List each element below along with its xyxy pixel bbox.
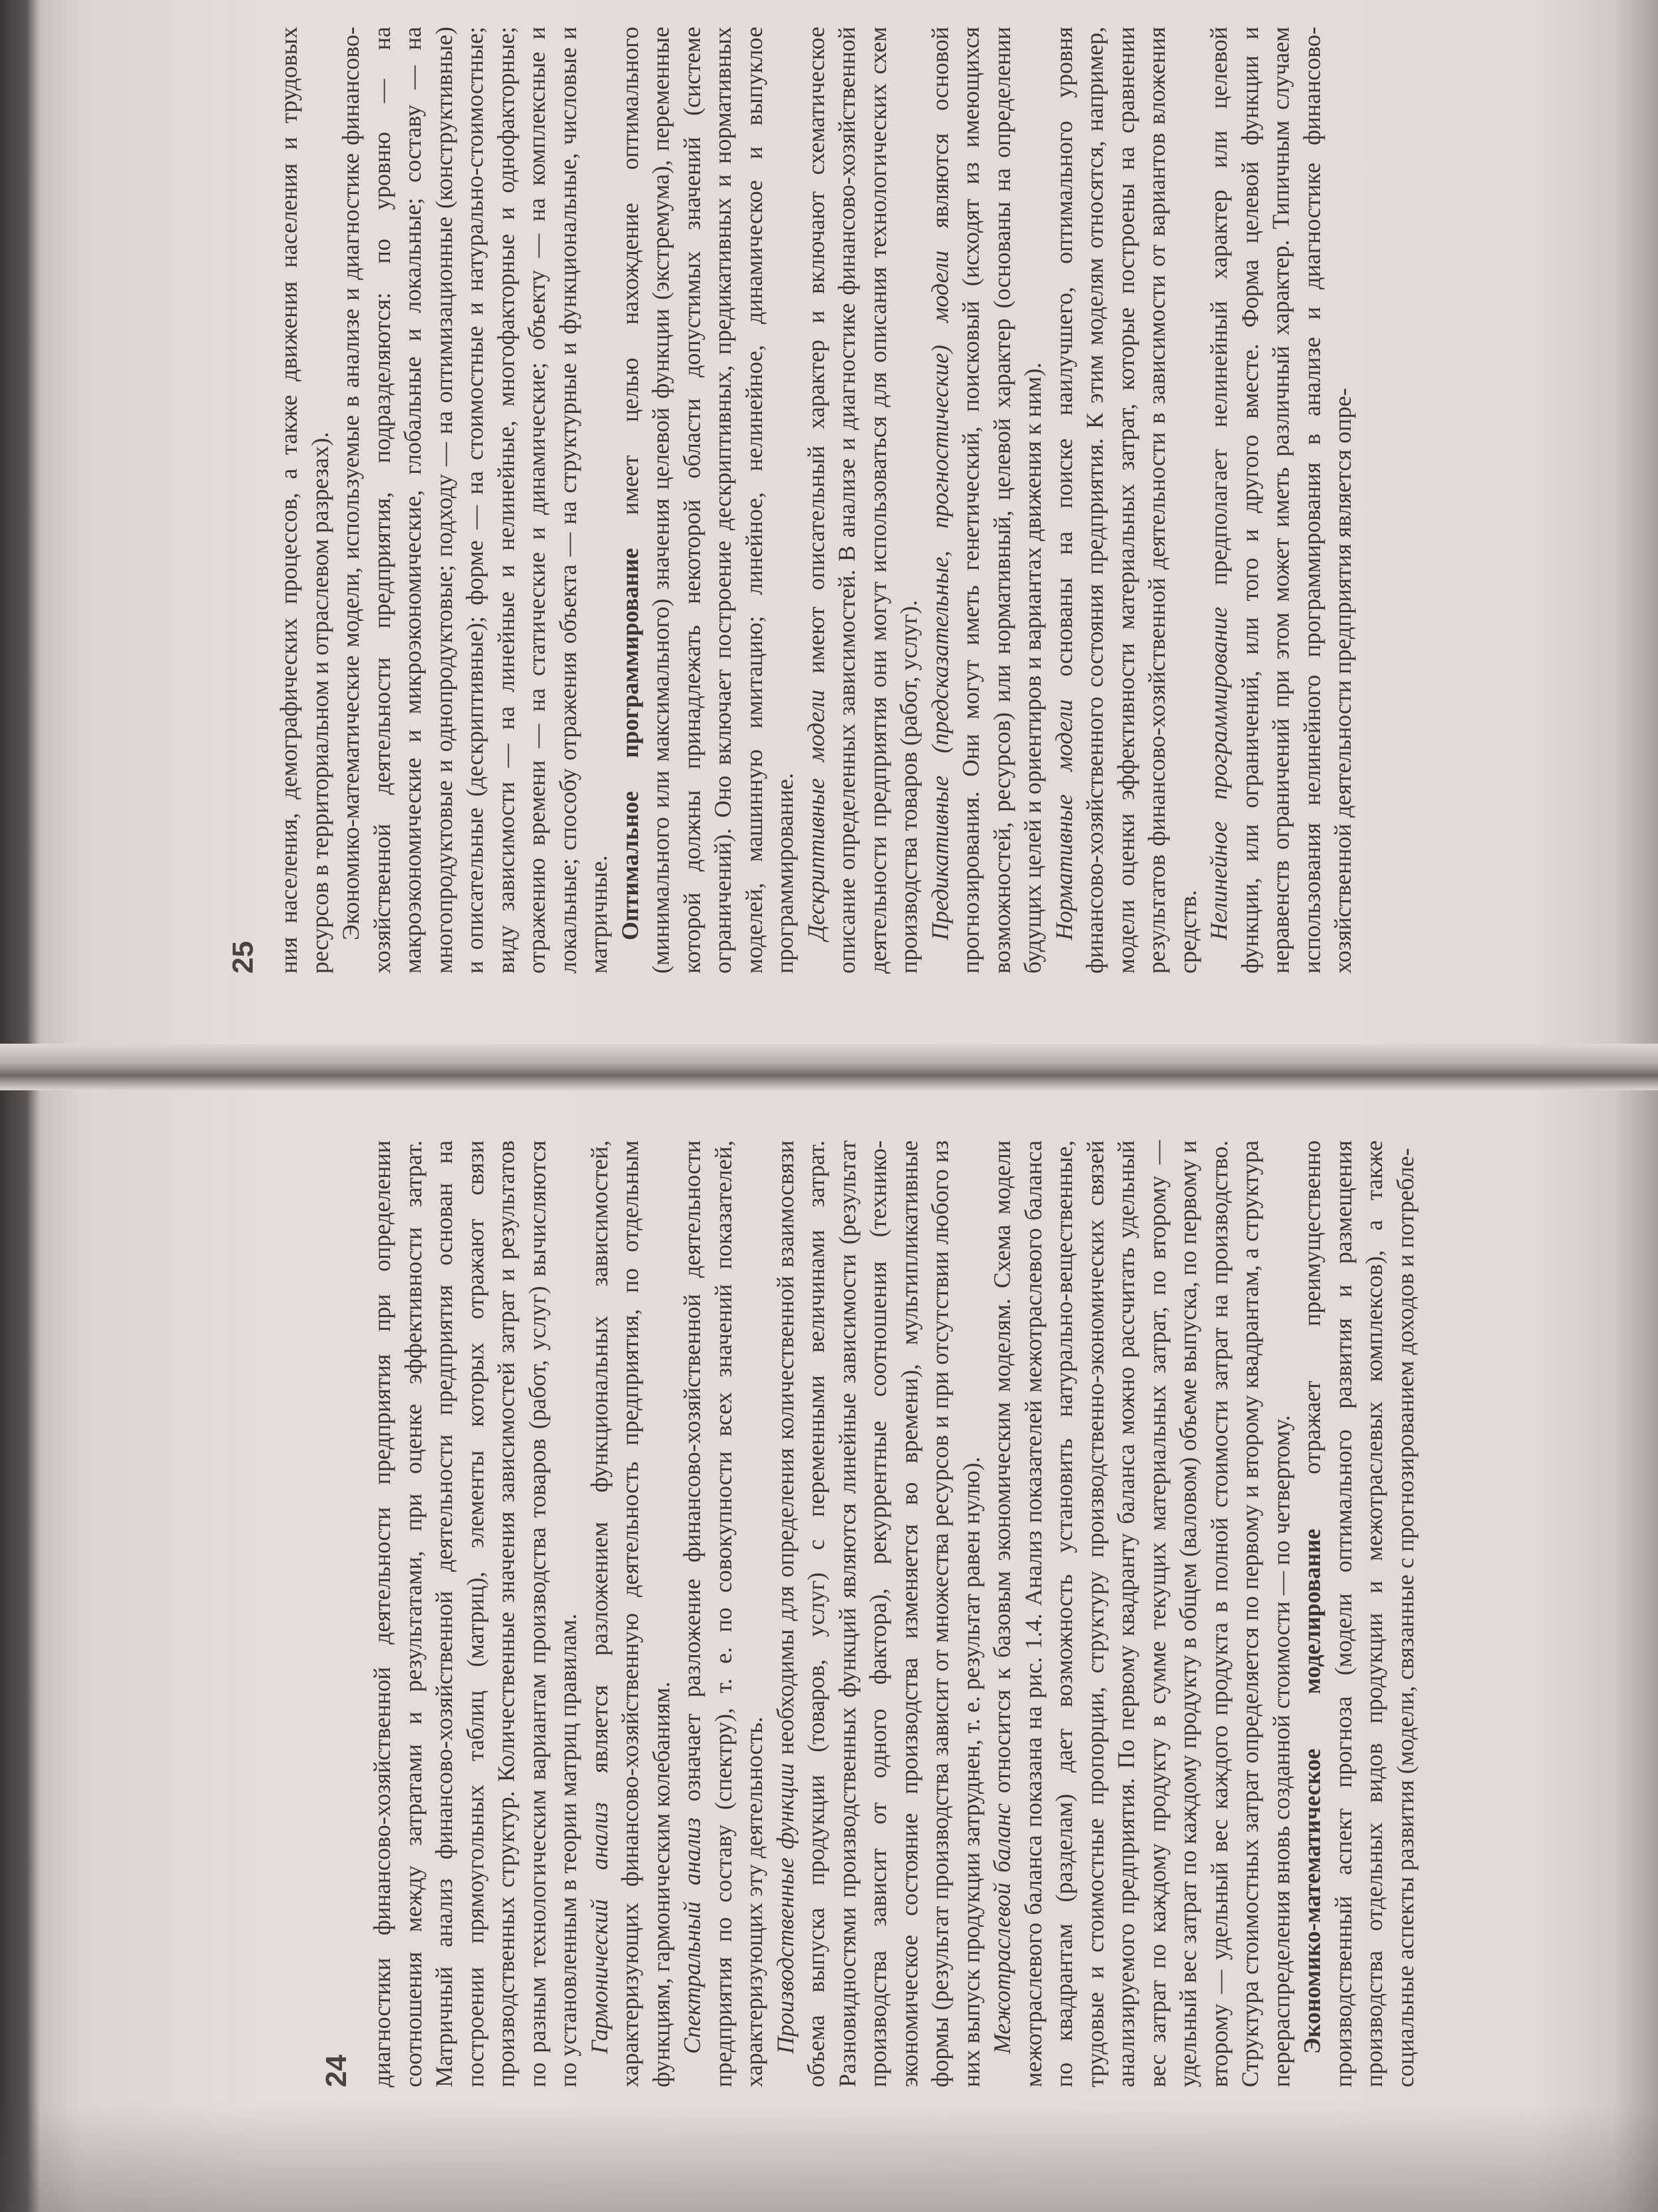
page-number: 24 (320, 2055, 353, 2087)
right-page: ния населения, демографических процессов, а также движения населения и трудовых ресурсов в территориальном и отраслевом разрезах). Экономико-математические модели, используемые в анализе и диагностике финансово-хозяйственной деятельности предприятия, подразделяются: по уровню — на макроэкономические и микроэкономические, глобальные и локальные; составу — на многопродуктовые и однопродуктовые; подходу — на оптимизационные (конструктивные) и описательные (дескриптивные); форме — на стоимостные и натурально-стоимостные; виду зависимости — на линейные и нелинейные, многофакторные и однофакторные; отражению времени — на статические и динамические; объекту — на комплексные и локальные; способу отражения объекта — на структурные и функциональные, числовые и матричные. Оптимальное программирование имеет целью нахождение оптимального (минимального или максимального) значения целевой функции (экстремума), переменные которой должны принадлежать некоторой области допустимых значений (системе ограничений). Оно включает построение дескриптивных, предикативных и нормативных моделей, машинную имитацию; линейное, нелинейное, динамическое и выпуклое программирование. Дескриптивные модели имеют описательный характер и включают схематическое описание определенных зависимостей. В анализе и диагностике финансово-хозяйственной деятельности предприятия они могут использоваться для описания технологических схем производства товаров (работ, услуг). Предикативные (предсказательные, прогностические) модели являются основой прогнозирования. Они могут иметь генетический, поисковый (исходят из имеющихся возможностей, ресурсов) или нормативный, целевой характер (основаны на определении будущих целей и ориентиров и вариантах движения к ним). Нормативные модели основаны на поиске наилучшего, оптимального уровня финансово-хозяйственного состояния предприятия. К этим моделям относятся, например, модели оценки эффективности материальных затрат, которые построены на сравнении результатов финансово-хозяйственной деятельности в зависимости от вариантов вложения средств. Нелинейное программирование предполагает нелинейный характер или целевой функции, или ограничений, или того и другого вместе. Форма целевой функции и неравенств ограничений при этом может иметь различный характер. Типичным случаем использования нелинейного программирования в анализе и диагностике финансово-хозяйственной деятельности предприятия является опре- 25 (167, 0, 1500, 1014)
left-page-text (367, 1140, 1421, 2087)
paragraph: Экономико-математическое моделирование отражает преимущественно производственный аспект прогноза (модели оптимального развития и размещения производства отдельных видов продукции и межотраслевых комплексов), а также социальные аспекты развития (модели, связанные с прогнозированием доходов и потребле- (1299, 1140, 1419, 2087)
paragraph: Экономико-математические модели, используемые в анализе и диагностике финансово-хозяйственной деятельности предприятия, подразделяются: по уровню — на макроэкономические и микроэкономические, глобальные и локальные; составу — на многопродуктовые и однопродуктовые; подходу — на оптимизационные (конструктивные) и описательные (дескриптивные); форме — на стоимостные и натурально-стоимостные; виду зависимости — на линейные и нелинейные, многофакторные и однофакторные; отражению времени — на статические и динамические; объекту — на комплексные и локальные; способу отражения объекта — на структурные и функциональные, числовые и матричные. (337, 27, 612, 974)
paragraph: Оптимальное программирование имеет целью нахождение оптимального (минимального или максимального) значения целевой функции (экстремума), переменные которой должны принадлежать некоторой области допустимых значений (системе ограничений). Оно включает построение дескриптивных, предикативных и нормативных моделей, машинную имитацию; линейное, нелинейное, динамическое и выпуклое программирование. (616, 27, 798, 974)
paragraph: Предикативные (предсказательные, прогностические) модели являются основой прогнозирования. Они могут иметь генетический, поисковый (исходят из имеющихся возможностей, ресурсов) или нормативный, целевой характер (основаны на определении будущих целей и ориентиров и вариантах движения к ним). (926, 27, 1046, 974)
paragraph: Дескриптивные модели имеют описательный характер и включают схематическое описание определенных зависимостей. В анализе и диагностике финансово-хозяйственной деятельности предприятия они могут использоваться для описания технологических схем производства товаров (работ, услуг). (802, 27, 922, 974)
paragraph: Спектральный анализ означает разложение финансово-хозяйственной деятельности предприятия по составу (спектру), т. е. по совокупности всех значений показателей, характеризующих эту деятельность. (679, 1140, 767, 2087)
paragraph: Межотраслевой баланс относится к базовым экономическим моделям. Схема модели межотраслевого баланса показана на рис. 1.4. Анализ показателей межотраслевого баланса по квадрантам (разделам) дает возможность установить натурально-вещественные, трудовые и стоимостные пропорции, структуру производственно-экономических связей анализируемого предприятия. По первому квадранту баланса можно рассчитать удельный вес затрат по каждому продукту в сумме текущих материальных затрат, по второму — удельный вес затрат по каждому продукту в общем (валовом) объеме выпуска, по первому и второму — удельный вес каждого продукта в полной стоимости затрат на производство. Структура стоимостных затрат определяется по первому и второму квадрантам, а структура перераспределения вновь созданной стоимости — по четвертому. (989, 1140, 1295, 2087)
scan-shadow (0, 2105, 1658, 2212)
paragraph: диагностики финансово-хозяйственной деятельности предприятия при определении соотношения между затратами и результатами, при оценке эффективности затрат. Матричный анализ финансово-хозяйственной деятельности предприятия основан на построении прямоугольных таблиц (матриц), элементы которых отражают связи производственных структур. Количественные значения зависимостей затрат и результатов по разным технологическим вариантам производства товаров (работ, услуг) вычисляются по установленным в теории матриц правилам. (369, 1140, 581, 2087)
paragraph: Нелинейное программирование предполагает нелинейный характер или целевой функции, или ограничений, или того и другого вместе. Форма целевой функции и неравенств ограничений при этом может иметь различный характер. Типичным случаем использования нелинейного программирования в анализе и диагностике финансово-хозяйственной деятельности предприятия является опре- (1205, 27, 1356, 974)
paragraph: Гармонический анализ является разложением функциональных зависимостей, характеризующих финансово-хозяйственную деятельность предприятия, по отдельным функциям, гармоническим колебаниям. (585, 1140, 675, 2087)
paragraph: ния населения, демографических процессов, а также движения населения и трудовых ресурсов в территориальном и отраслевом разрезах). (275, 27, 333, 974)
paragraph: Производственные функции необходимы для определения количественной взаимосвязи объема выпуска продукции (товаров, услуг) с переменными величинами затрат. Разновидностями производственных функций являются линейные зависимости (результат производства зависит от одного фактора), рекуррентные соотношения (технико-экономическое состояние производства изменяется во времени), мультипликативные формы (результат производства зависит от множества ресурсов и при отсутствии любого из них выпуск продукции затруднен, т. е. результат равен нулю). (771, 1140, 985, 2087)
left-page (167, 60, 1500, 2127)
paragraph: Нормативные модели основаны на поиске наилучшего, оптимального уровня финансово-хозяйственного состояния предприятия. К этим моделям относятся, например, модели оценки эффективности материальных затрат, которые построены на сравнении результатов финансово-хозяйственной деятельности в зависимости от вариантов вложения средств. (1050, 27, 1201, 974)
